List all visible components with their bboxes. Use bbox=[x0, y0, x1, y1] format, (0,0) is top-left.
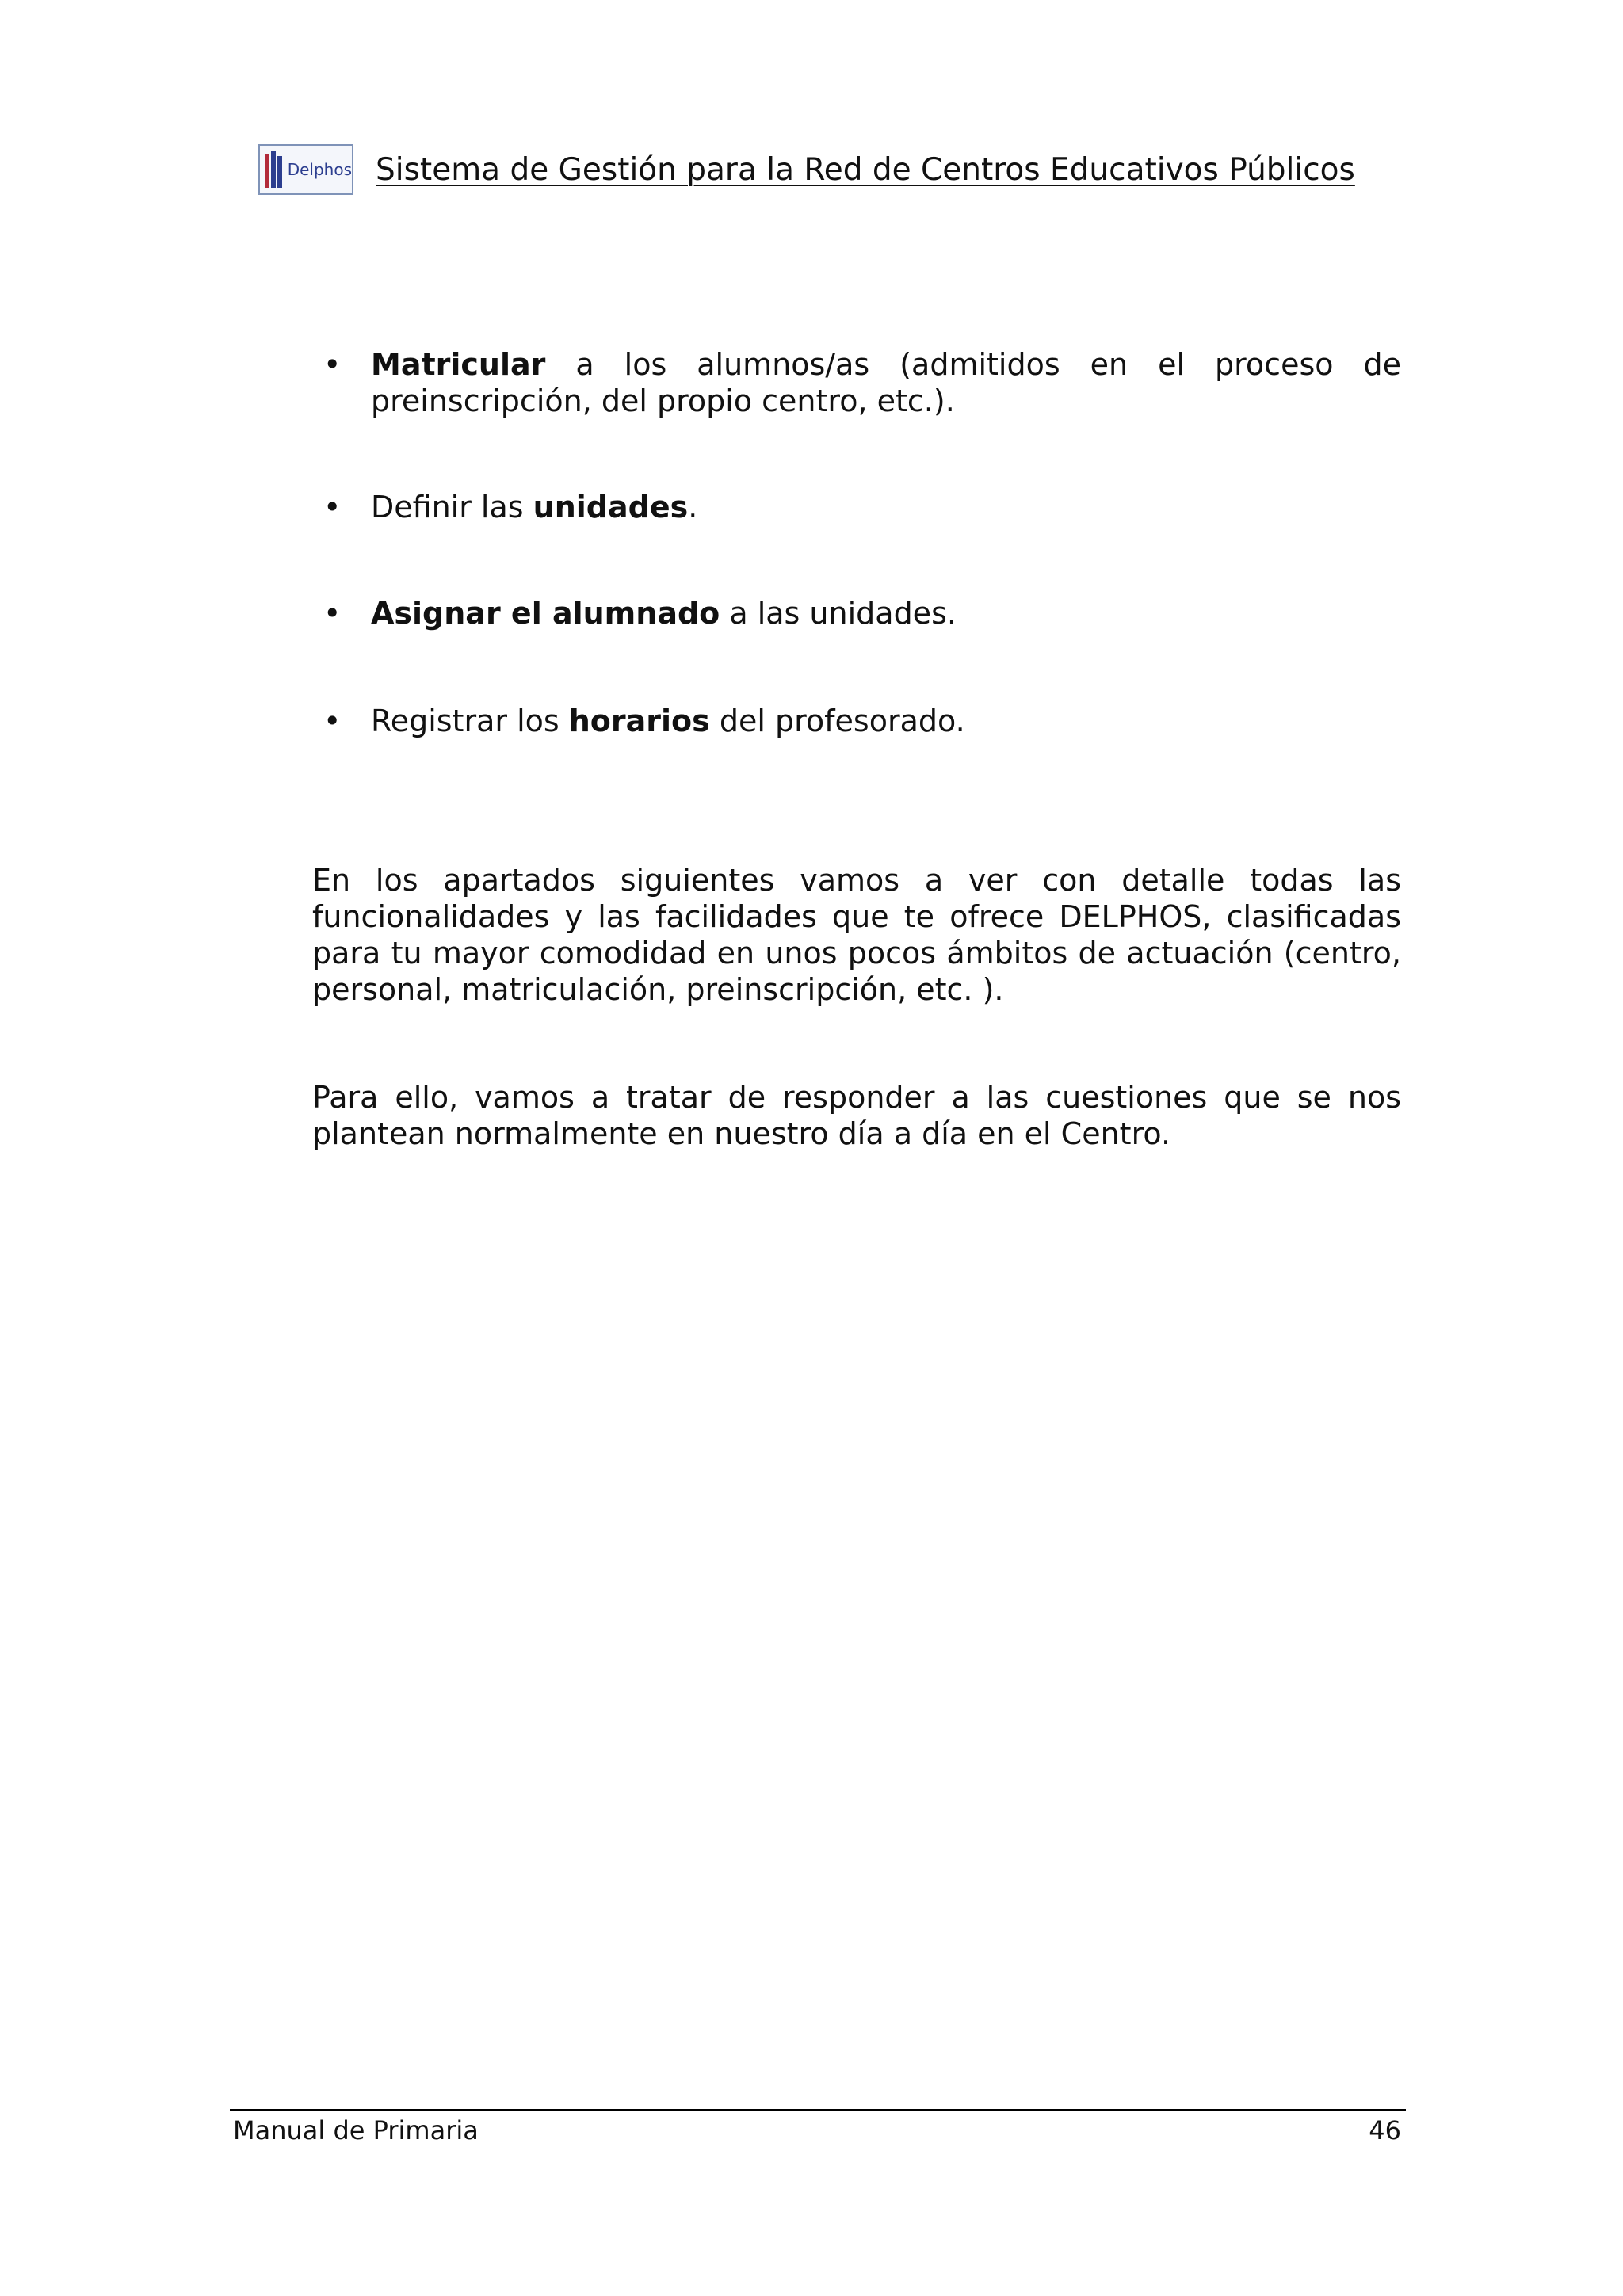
page-number: 46 bbox=[1369, 2115, 1401, 2145]
bullet-bold: Asignar el alumnado bbox=[371, 596, 720, 631]
bullet-dot-icon: • bbox=[323, 596, 342, 631]
logo-text: Delphos bbox=[287, 160, 352, 179]
bullet-pre: Registrar los bbox=[371, 704, 569, 738]
bullet-item-horarios bbox=[312, 703, 1401, 739]
bullet-pre: Definir las bbox=[371, 490, 533, 524]
bullet-dot-icon: • bbox=[323, 490, 342, 524]
page-header bbox=[258, 144, 1355, 195]
bullet-bold: unidades bbox=[533, 490, 689, 524]
bullet-rest: a los alumnos/as (admitidos en el proceso de preinscripción, del propio centro, etc.). bbox=[371, 347, 1401, 418]
paragraph-apartados: En los apartados siguientes vamos a ver con detalle todas las funcionalidades y las facilidades que te ofrece DELPHOS, clasificadas para tu mayor comodidad en unos pocos ámbitos de actuación (centro, personal, matriculación, preinscripción, etc. ). bbox=[312, 863, 1401, 1007]
bullet-bold: Matricular bbox=[371, 347, 546, 382]
bullet-item-matricular bbox=[312, 346, 1401, 419]
bullet-dot-icon: • bbox=[323, 347, 342, 382]
header-title: Sistema de Gestión para la Red de Centros Educativos Públicos bbox=[376, 151, 1355, 188]
bullet-dot-icon: • bbox=[323, 704, 342, 738]
footer-divider bbox=[230, 2109, 1406, 2111]
footer-manual-title: Manual de Primaria bbox=[233, 2115, 479, 2145]
paragraph-para-ello: Para ello, vamos a tratar de responder a las cuestiones que se nos plantean normalmente en nuestro día a día en el Centro. bbox=[312, 1080, 1401, 1151]
bullet-rest: a las unidades. bbox=[720, 596, 957, 631]
bullet-post: del profesorado. bbox=[709, 704, 965, 738]
bullet-text bbox=[371, 703, 1401, 739]
bullet-post: . bbox=[688, 490, 698, 524]
bullet-item-asignar bbox=[312, 595, 1401, 631]
bullet-item-unidades bbox=[312, 489, 1401, 525]
bullet-text bbox=[371, 489, 1401, 525]
bullet-text bbox=[371, 595, 1401, 631]
bullet-bold: horarios bbox=[568, 704, 710, 738]
delphos-column-icon bbox=[265, 151, 285, 188]
bullet-text bbox=[371, 346, 1401, 419]
delphos-logo bbox=[258, 144, 353, 195]
